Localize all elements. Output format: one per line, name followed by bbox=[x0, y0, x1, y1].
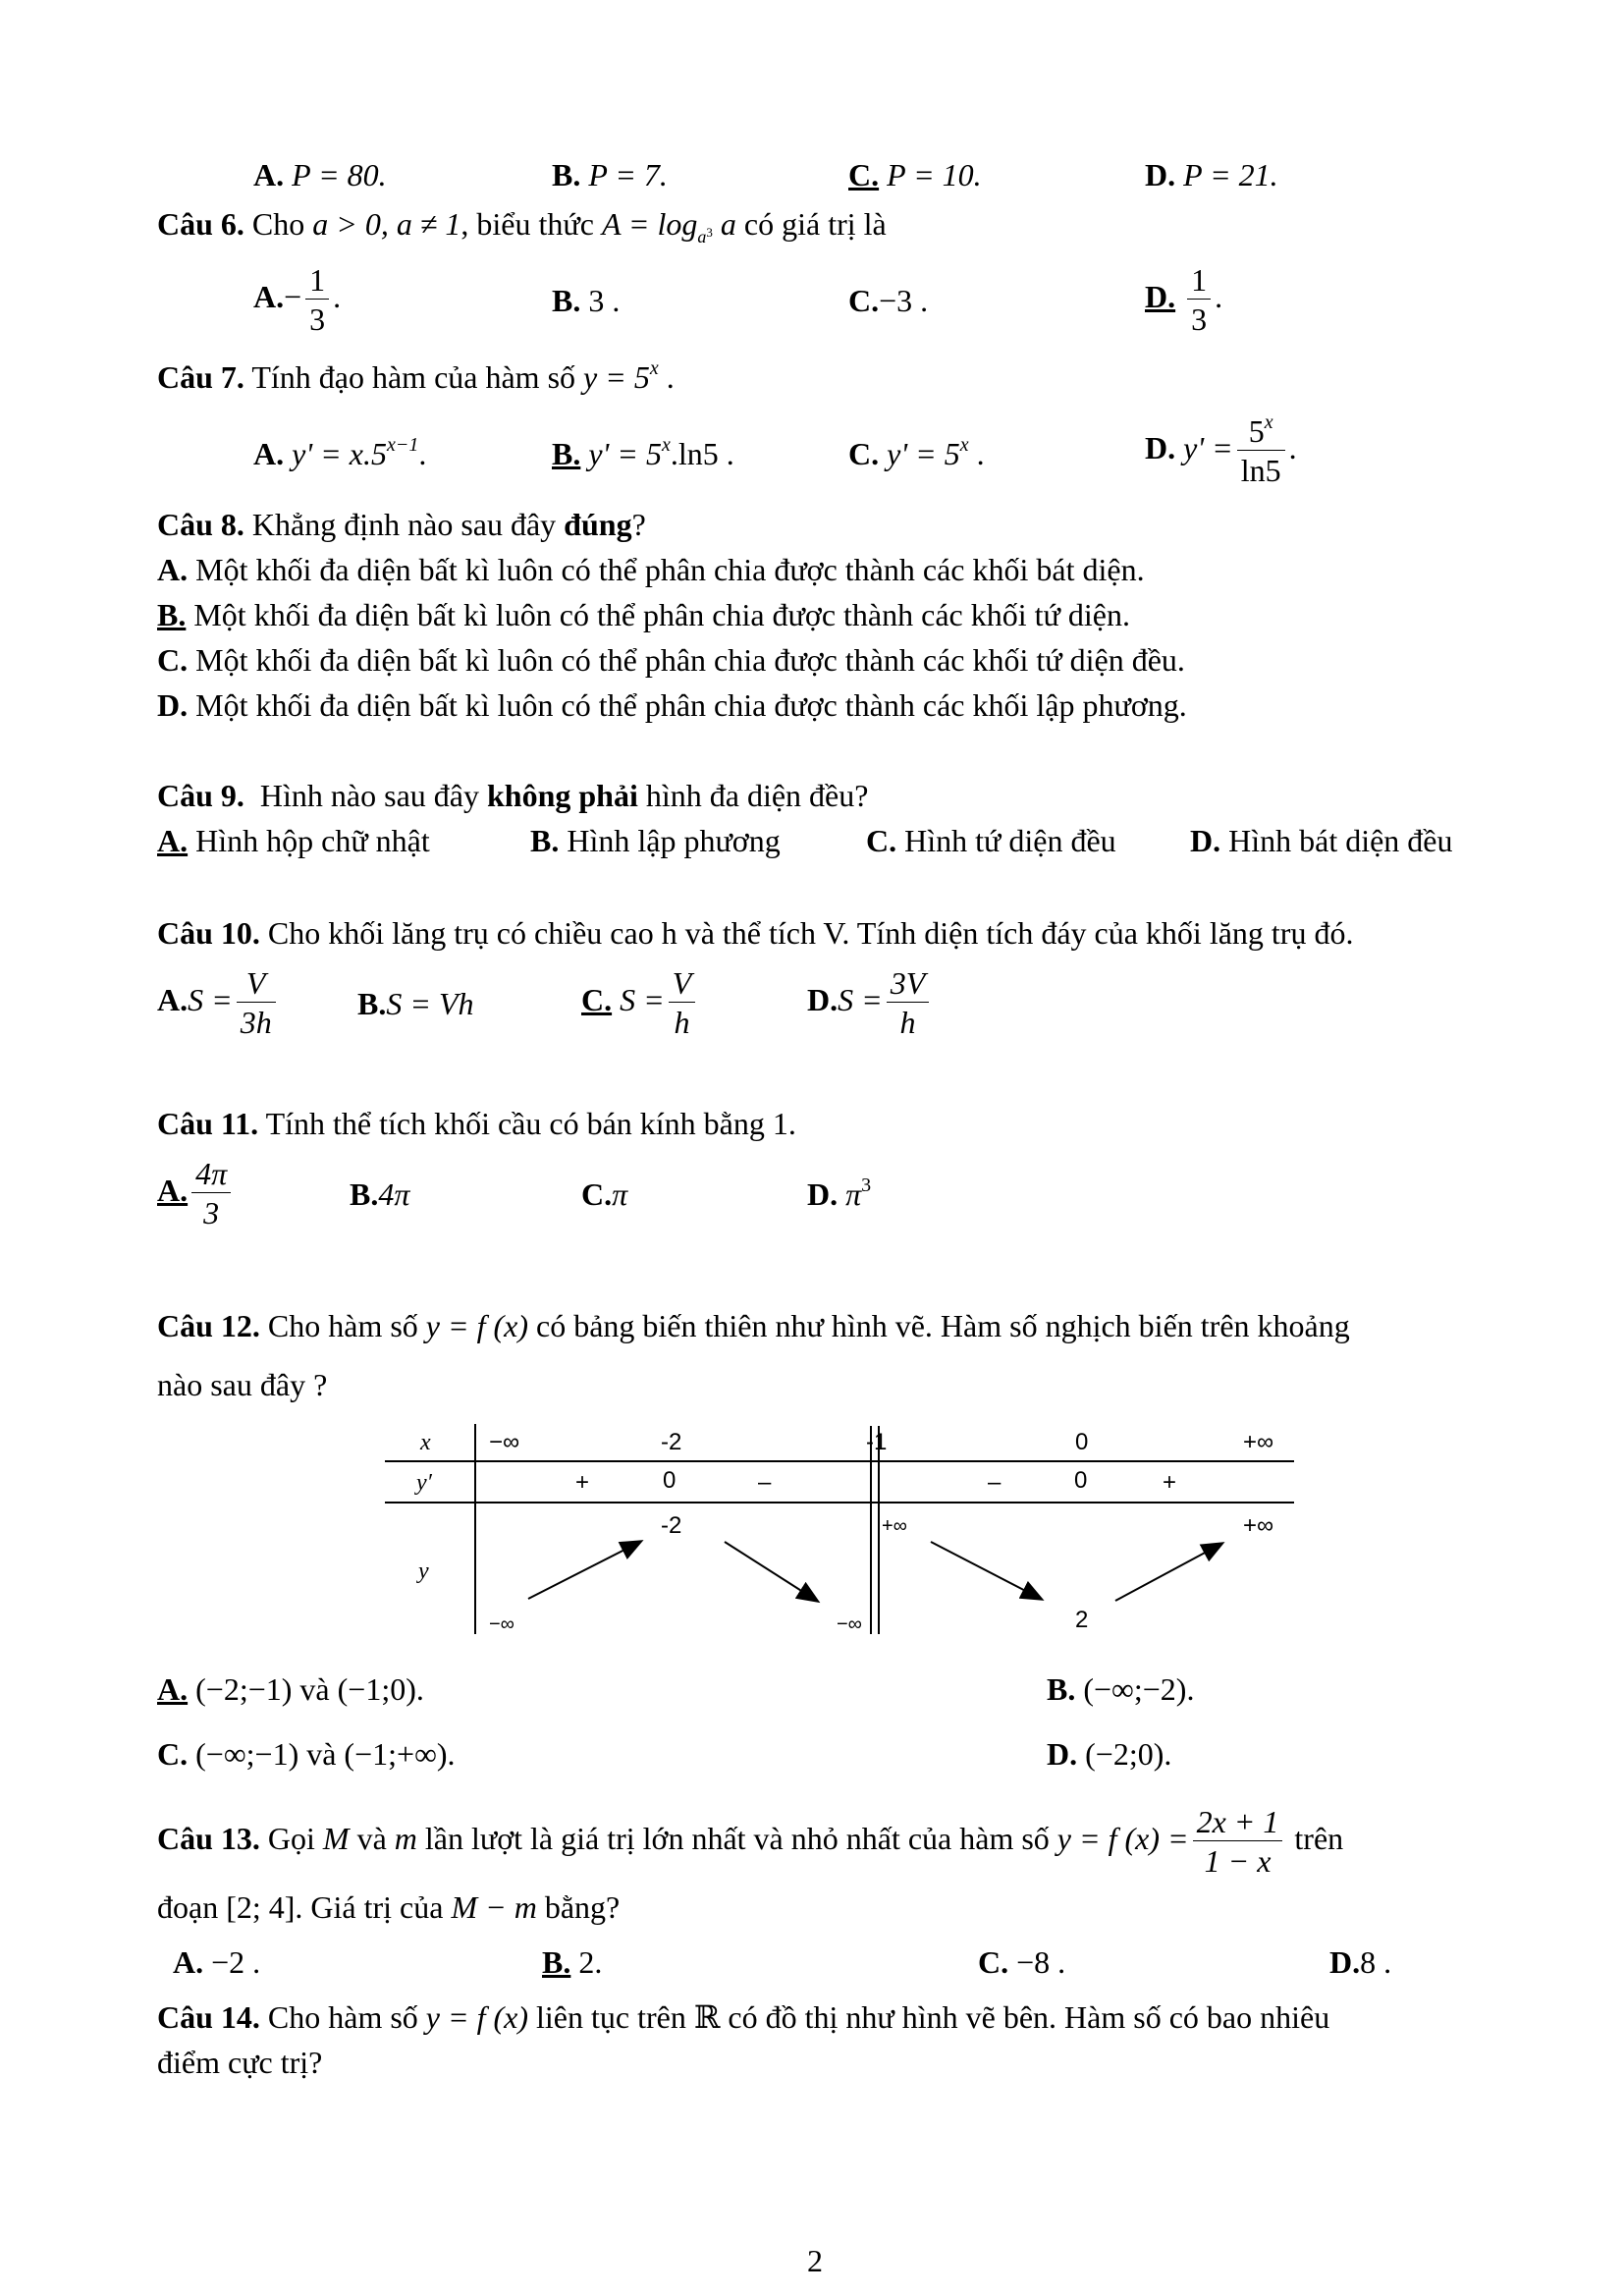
q10-answer-b: B.S = Vh bbox=[357, 986, 474, 1021]
question-13: Câu 13. Gọi M và m lần lượt là giá trị lớn nhất và nhỏ nhất của hàm số y = f (x) = $\frac{2x + 1}{1 - x}$ trên bbox=[157, 1804, 1344, 1879]
table-y-neg-inf-2: −∞ bbox=[837, 1613, 862, 1635]
question-8: Câu 8. Khẳng định nào sau đây đúng? bbox=[157, 507, 646, 542]
question-11: Câu 11. Tính thể tích khối cầu có bán kính bằng 1. bbox=[157, 1106, 796, 1141]
q9-answer-c: C. Hình tứ diện đều bbox=[866, 823, 1116, 858]
q12-answer-b: B. (−∞;−2). bbox=[1047, 1671, 1195, 1707]
question-14: Câu 14. Cho hàm số y = f (x) liên tục trên ℝ có đồ thị như hình vẽ bên. Hàm số có bao nhiêu bbox=[157, 1999, 1330, 2035]
q7-answer-d: D. y' = $\frac{5^x}{\ln 5}$ . bbox=[1145, 411, 1297, 488]
question-14-line2: điểm cực trị? bbox=[157, 2045, 323, 2080]
question-10: Câu 10. Cho khối lăng trụ có chiều cao h và thể tích V. Tính diện tích đáy của khối lăng trụ đó. bbox=[157, 915, 1354, 951]
q10-answer-a: A.S = $\frac{V}{3h}$ bbox=[157, 964, 280, 1042]
table-x-pos-inf: +∞ bbox=[1243, 1429, 1274, 1455]
answer-c: C. P = 10. bbox=[848, 157, 982, 192]
table-yp-plus-2: + bbox=[1163, 1469, 1177, 1496]
table-x-minus2: -2 bbox=[661, 1429, 682, 1455]
q8-answer-d: D. Một khối đa diện bất kì luôn có thể phân chia được thành các khối lập phương. bbox=[157, 687, 1187, 723]
table-y-neg-inf-1: −∞ bbox=[489, 1613, 514, 1635]
question-12-line2: nào sau đây ? bbox=[157, 1367, 328, 1402]
page-number: 2 bbox=[807, 2243, 823, 2278]
q12-answer-d: D. (−2;0). bbox=[1047, 1736, 1172, 1772]
table-yp-minus-1: – bbox=[758, 1469, 772, 1496]
q11-answer-b: B.4π bbox=[350, 1176, 410, 1212]
q9-answer-a: A. Hình hộp chữ nhật bbox=[157, 823, 430, 858]
table-yp-zero-1: 0 bbox=[663, 1467, 677, 1494]
answer-d: D. P = 21. bbox=[1145, 157, 1278, 192]
q6-answer-b: B. 3 . bbox=[552, 283, 621, 318]
table-y-max: -2 bbox=[661, 1512, 682, 1539]
table-y-min: 2 bbox=[1075, 1607, 1089, 1633]
question-6: Câu 6. Cho a > 0, a ≠ 1, biểu thức $A = \log_{a^3} a$ có giá trị là bbox=[157, 206, 887, 246]
question-12: Câu 12. Cho hàm số y = f (x) có bảng biến thiên như hình vẽ. Hàm số nghịch biến trên khoảng bbox=[157, 1308, 1350, 1343]
arrow-decrease-2 bbox=[931, 1542, 1041, 1599]
table-y-pos-inf-2: +∞ bbox=[1243, 1512, 1274, 1539]
arrow-increase-1 bbox=[528, 1542, 640, 1599]
arrow-decrease-1 bbox=[725, 1542, 817, 1601]
table-yp-label: y′ bbox=[416, 1470, 432, 1496]
table-y-label: y bbox=[418, 1558, 429, 1584]
question-7: Câu 7. Tính đạo hàm của hàm số $y = 5^x$ . bbox=[157, 357, 675, 395]
table-x-neg-inf: −∞ bbox=[489, 1429, 520, 1455]
table-yp-zero-2: 0 bbox=[1074, 1467, 1088, 1494]
q7-answer-c: C. $y' = 5^x$ . bbox=[848, 434, 985, 471]
answer-b: B. P = 7. bbox=[552, 157, 668, 192]
q11-answer-d: D. $\pi^3$ bbox=[807, 1175, 872, 1212]
q9-answer-b: B. Hình lập phương bbox=[530, 823, 781, 858]
q13-answer-d: D.8 . bbox=[1329, 1944, 1392, 1980]
answer-a: A. P = 80. bbox=[253, 157, 387, 192]
table-x-label: x bbox=[420, 1430, 431, 1455]
table-y-pos-inf-1: +∞ bbox=[882, 1515, 907, 1537]
q7-answer-b: B. $y' = 5^x.\ln 5$ . bbox=[552, 434, 734, 471]
q11-answer-c: C.π bbox=[581, 1176, 628, 1212]
question-13-line2: đoạn [2; 4]. Giá trị của M − m bằng? bbox=[157, 1889, 621, 1925]
q12-answer-a: A. (−2;−1) và (−1;0). bbox=[157, 1671, 424, 1707]
q9-answer-d: D. Hình bát diện đều bbox=[1190, 823, 1453, 858]
q12-answer-c: C. (−∞;−1) và (−1;+∞). bbox=[157, 1736, 456, 1772]
q13-answer-b: B. 2. bbox=[542, 1944, 603, 1980]
arrow-increase-2 bbox=[1115, 1544, 1221, 1601]
q10-answer-d: D.S = $\frac{3V}{h}$ bbox=[807, 964, 933, 1042]
q10-answer-c: C. S = $\frac{V}{h}$ bbox=[581, 964, 699, 1042]
table-x-minus1: -1 bbox=[866, 1429, 888, 1455]
q8-answer-b: B. Một khối đa diện bất kì luôn có thể phân chia được thành các khối tứ diện. bbox=[157, 597, 1130, 632]
q6-answer-c: C.−3 . bbox=[848, 283, 929, 318]
q13-answer-c: C. −8 . bbox=[978, 1944, 1066, 1980]
q8-answer-c: C. Một khối đa diện bất kì luôn có thể phân chia được thành các khối tứ diện đều. bbox=[157, 642, 1185, 678]
q6-answer-a: A.− $\frac{1}{3}$ . bbox=[253, 262, 342, 337]
q7-answer-a: A. $y' = x.5^{x-1}$. bbox=[253, 434, 427, 471]
q13-answer-a: A. −2 . bbox=[173, 1944, 261, 1980]
question-9: Câu 9. Hình nào sau đây không phải hình đa diện đều? bbox=[157, 778, 869, 813]
table-x-zero: 0 bbox=[1075, 1429, 1089, 1455]
table-yp-minus-2: – bbox=[988, 1469, 1001, 1496]
q11-answer-a: A. $\frac{4\pi}{3}$ bbox=[157, 1155, 235, 1232]
q8-answer-a: A. Một khối đa diện bất kì luôn có thể phân chia được thành các khối bát diện. bbox=[157, 552, 1145, 587]
table-yp-plus-1: + bbox=[575, 1469, 590, 1496]
q6-answer-d: D. $\frac{1}{3}$ . bbox=[1145, 262, 1223, 337]
